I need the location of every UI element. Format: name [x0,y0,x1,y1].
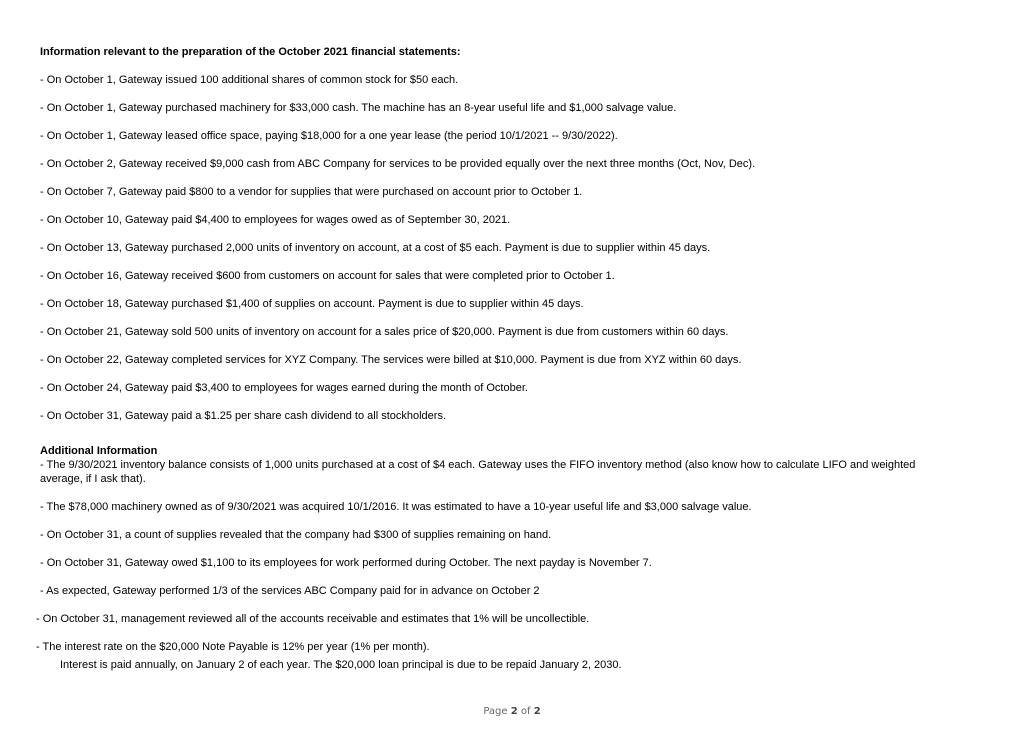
transaction-item: - On October 31, Gateway paid a $1.25 per share cash dividend to all stockholders. [40,410,447,422]
transaction-item: - On October 1, Gateway purchased machinery for $33,000 cash. The machine has an 8-year useful life and $1,000 salvage value. [40,102,677,114]
transaction-item: - On October 22, Gateway completed services for XYZ Company. The services were billed at $10,000. Payment is due from XYZ within 60 days. [40,354,742,366]
additional-item-machinery: - The $78,000 machinery owned as of 9/30/2021 was acquired 10/1/2016. It was estimated to have a 10-year useful life and $3,000 salvage value. [40,501,752,513]
additional-heading: Additional Information [40,445,158,457]
transaction-item: - On October 18, Gateway purchased $1,400 of supplies on account. Payment is due to supplier within 45 days. [40,298,584,310]
additional-item-interest: - The interest rate on the $20,000 Note Payable is 12% per year (1% per month). [36,641,430,653]
transaction-item: - On October 16, Gateway received $600 from customers on account for sales that were completed prior to October 1. [40,270,615,282]
of-label: of [520,706,531,717]
transaction-item: - On October 13, Gateway purchased 2,000 units of inventory on account, at a cost of $5 each. Payment is due to supplier within 45 days. [40,242,711,254]
page-total: 2 [533,706,541,717]
page-label: Page [483,706,508,717]
page-footer [0,706,1024,717]
transaction-item: - On October 7, Gateway paid $800 to a vendor for supplies that were purchased on account prior to October 1. [40,186,583,198]
transaction-item: - On October 10, Gateway paid $4,400 to employees for wages owed as of September 30, 2021. [40,214,511,226]
additional-item-interest-detail: Interest is paid annually, on January 2 of each year. The $20,000 loan principal is due to be repaid January 2, 2030. [60,659,622,671]
additional-item-inventory: - The 9/30/2021 inventory balance consists of 1,000 units purchased at a cost of $4 each. Gateway uses the FIFO inventory method (also know how to calculate LIFO and weighted average, if I ask that). [40,459,916,485]
additional-item-services: - As expected, Gateway performed 1/3 of the services ABC Company paid for in advance on October 2 [40,585,540,597]
transaction-item: - On October 2, Gateway received $9,000 cash from ABC Company for services to be provided equally over the next three months (Oct, Nov, Dec). [40,158,756,170]
transaction-item: - On October 24, Gateway paid $3,400 to employees for wages earned during the month of October. [40,382,528,394]
transaction-item: - On October 1, Gateway issued 100 additional shares of common stock for $50 each. [40,74,459,86]
transaction-item: - On October 1, Gateway leased office space, paying $18,000 for a one year lease (the period 10/1/2021 -- 9/30/2022). [40,130,618,142]
additional-item-receivables: - On October 31, management reviewed all of the accounts receivable and estimates that 1% will be uncollectible. [36,613,590,625]
additional-item-supplies: - On October 31, a count of supplies revealed that the company had $300 of supplies remaining on hand. [40,529,552,541]
transaction-item: - On October 21, Gateway sold 500 units of inventory on account for a sales price of $20,000. Payment is due from customers within 60 days. [40,326,729,338]
section-heading: Information relevant to the preparation of the October 2021 financial statements: [40,46,461,58]
additional-item-wages: - On October 31, Gateway owed $1,100 to its employees for work performed during October. The next payday is November 7. [40,557,652,569]
page-current: 2 [510,706,518,717]
